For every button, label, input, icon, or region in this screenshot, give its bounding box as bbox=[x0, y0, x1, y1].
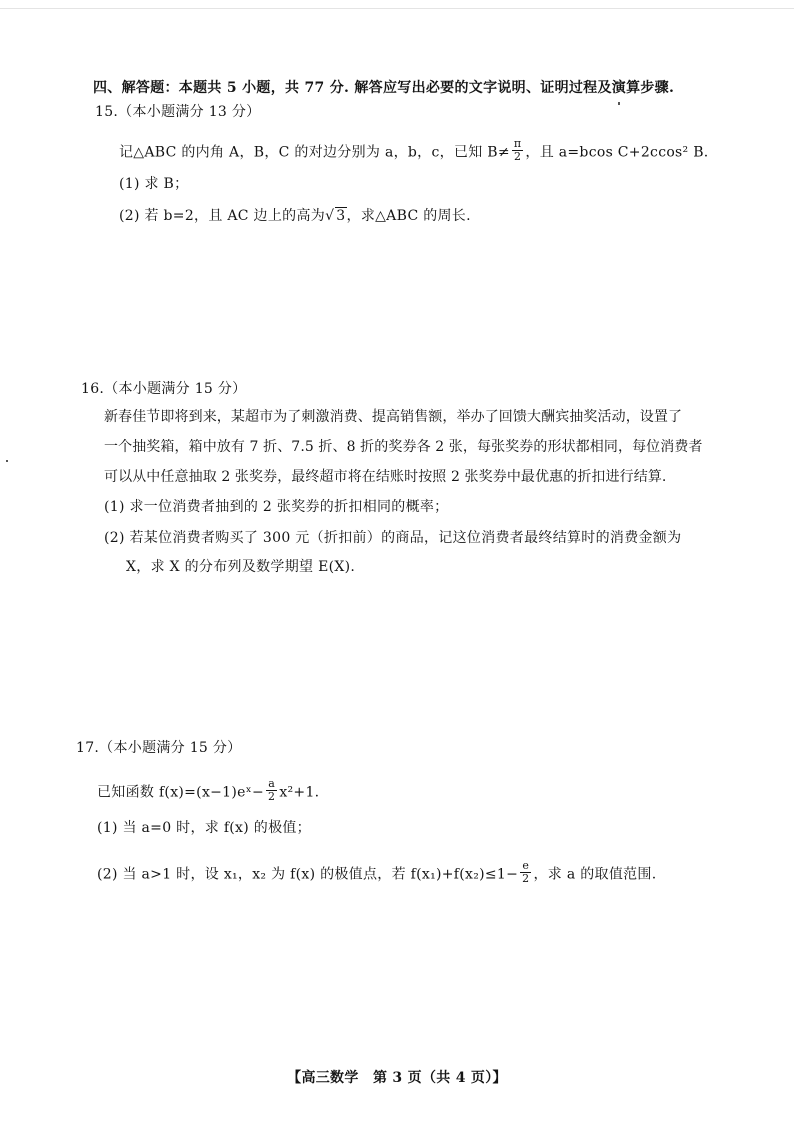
q15-fraction-num: π bbox=[513, 137, 522, 150]
q15-sub2-part1: (2) 若 b=2，且 AC 边上的高为 bbox=[119, 208, 326, 224]
q17-sub2-fraction-den: 2 bbox=[522, 872, 530, 885]
q16-sub2-line2: X，求 X 的分布列及数学期望 E(X). bbox=[126, 559, 356, 575]
q15-title: 15.（本小题满分 13 分） bbox=[95, 104, 261, 120]
q15-stem-part2: ，且 a=bcos C+2ccos² B. bbox=[525, 144, 709, 161]
section-header: 四、解答题：本题共 5 小题，共 77 分. 解答应写出必要的文字说明、证明过程及演算步骤. bbox=[93, 80, 675, 96]
q15-sub1: (1) 求 B； bbox=[119, 176, 189, 192]
q17-fraction-den: 2 bbox=[268, 790, 276, 803]
q17-stem-part2: x²+1. bbox=[279, 784, 320, 801]
q15-stem bbox=[119, 137, 709, 165]
sqrt-symbol: √ bbox=[325, 208, 335, 224]
page-footer: 【高三数学 第 3 页（共 4 页）】 bbox=[287, 1070, 507, 1086]
q16-sub2-line1: (2) 若某位消费者购买了 300 元（折扣前）的商品，记这位消费者最终结算时的消费金额为 bbox=[104, 530, 682, 546]
scan-speck bbox=[6, 460, 8, 462]
q15-sub2-part2: ，求△ABC 的周长. bbox=[346, 208, 471, 224]
q15-fraction-den: 2 bbox=[513, 150, 522, 163]
q17-stem-part1: 已知函数 f(x)=(x−1)eˣ− bbox=[97, 784, 264, 801]
q17-title: 17.（本小题满分 15 分） bbox=[76, 740, 242, 756]
sqrt-argument: 3 bbox=[336, 208, 346, 224]
q17-fraction-num: a bbox=[266, 778, 277, 791]
q17-sub2-part1: (2) 当 a>1 时，设 x₁，x₂ 为 f(x) 的极值点，若 f(x₁)+f(x₂)≤1− bbox=[97, 866, 519, 883]
q17-sub2 bbox=[97, 859, 657, 887]
q17-stem bbox=[97, 777, 320, 805]
q15-fraction bbox=[512, 138, 524, 163]
q16-title: 16.（本小题满分 15 分） bbox=[81, 381, 247, 397]
q17-sub2-part2: ，求 a 的取值范围. bbox=[533, 866, 657, 883]
q15-stem-part1: 记△ABC 的内角 A，B，C 的对边分别为 a，b，c，已知 B≠ bbox=[119, 144, 510, 161]
top-divider bbox=[0, 8, 794, 9]
q16-stem-line2: 一个抽奖箱，箱中放有 7 折、7.5 折、8 折的奖券各 2 张，每张奖券的形状都相同，每位消费者 bbox=[104, 439, 703, 455]
q17-sub2-fraction bbox=[520, 860, 531, 885]
q16-sub1: (1) 求一位消费者抽到的 2 张奖券的折扣相同的概率； bbox=[104, 499, 449, 515]
q16-stem-line1: 新春佳节即将到来，某超市为了刺激消费、提高销售额，举办了回馈大酬宾抽奖活动，设置了 bbox=[104, 409, 683, 425]
q17-sub1: (1) 当 a=0 时，求 f(x) 的极值； bbox=[97, 820, 311, 836]
q17-fraction bbox=[266, 778, 277, 803]
scan-speck bbox=[618, 102, 620, 105]
q15-sub2 bbox=[119, 206, 471, 226]
q16-stem-line3: 可以从中任意抽取 2 张奖券，最终超市将在结账时按照 2 张奖券中最优惠的折扣进行结算. bbox=[104, 469, 667, 485]
q17-sub2-fraction-num: e bbox=[520, 860, 531, 873]
